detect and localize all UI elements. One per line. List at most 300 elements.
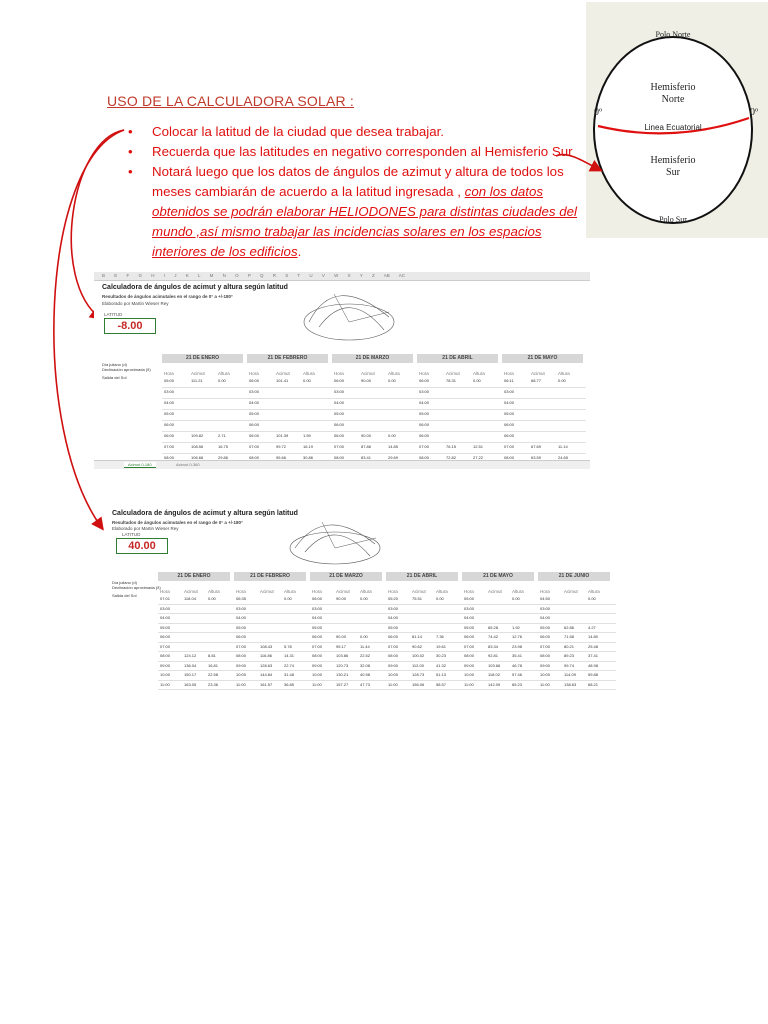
table-cell: 71.58 (564, 634, 575, 639)
table-cell: 09:00 (312, 662, 323, 668)
table-cell: 103.86 (336, 653, 349, 658)
table-cell: 29.86 (218, 455, 229, 460)
column-header: Acimut (564, 589, 578, 594)
table-cell: 10:00 (160, 672, 171, 677)
table-cell: 0.00 (218, 378, 226, 383)
table-cell: 03:00 (164, 389, 175, 394)
table-cell: 11:00 (464, 681, 474, 687)
table-cell: 7.36 (436, 634, 444, 639)
row-divider (162, 387, 586, 388)
table-cell: 06:00 (334, 433, 345, 438)
table-cell: 07:00 (464, 643, 475, 649)
sheet-subtitle: Resultados de ángulos acimutales en el rango de 0° a +/-180° (112, 520, 243, 525)
row-divider (162, 431, 586, 432)
table-cell: 40.98 (360, 672, 371, 677)
table-cell: 163.05 (184, 681, 197, 687)
table-cell: 05:00 (312, 624, 323, 630)
column-header: Acimut (184, 589, 198, 594)
table-cell: 04:00 (164, 400, 175, 405)
row-divider (162, 409, 586, 410)
table-cell: 118.02 (488, 672, 500, 677)
bullet-text: Recuerda que las latitudes en negativo corresponden al Hemisferio Sur (152, 144, 573, 159)
column-header-bar (94, 272, 590, 281)
column-header: Hora (464, 589, 474, 594)
table-cell: 65.23 (512, 681, 523, 687)
table-cell: 08:00 (160, 653, 171, 658)
table-cell: 06:00 (164, 422, 175, 427)
column-header: Hora (160, 589, 170, 594)
table-cell: 108.56 (191, 444, 204, 449)
table-cell: 05:00 (236, 624, 247, 630)
table-cell: 16.19 (303, 444, 314, 449)
table-cell: 08:00 (249, 455, 260, 460)
table-cell: 04:00 (236, 615, 247, 620)
table-cell: 62.86 (564, 624, 575, 630)
table-cell: 24.65 (558, 455, 569, 460)
table-cell: 0.00 (208, 596, 216, 601)
table-cell: 128.63 (260, 662, 273, 668)
table-cell: 04:00 (312, 615, 323, 620)
table-cell: 07:00 (540, 643, 551, 649)
table-cell: 4.27 (588, 624, 596, 630)
table-cell: 150.17 (184, 672, 197, 677)
table-cell: 118.04 (184, 596, 196, 601)
table-cell: 120.73 (336, 662, 349, 668)
table-cell: 06:00 (504, 422, 515, 427)
table-cell: 67.69 (531, 444, 542, 449)
data-table (158, 572, 616, 688)
column-header: Altura (284, 589, 296, 594)
column-header: Acimut (488, 589, 502, 594)
south-pole-label: Polo Sur (659, 215, 687, 224)
table-cell: 109.82 (191, 433, 204, 438)
row-divider (158, 632, 616, 633)
table-cell: 03:00 (160, 605, 171, 611)
table-cell: 06:11 (504, 378, 514, 383)
month-header: 21 DE MARZO (310, 572, 382, 581)
table-cell: 06:00 (164, 433, 175, 438)
table-cell: 31.48 (284, 672, 295, 677)
side-label: Salida del Sol (112, 593, 137, 598)
table-cell: 07:01 (160, 596, 171, 601)
table-cell: 05:00 (419, 411, 430, 416)
row-divider (162, 442, 586, 443)
page-heading: USO DE LA CALCULADORA SOLAR : (107, 93, 354, 109)
table-cell: 08:00 (504, 455, 515, 460)
table-cell: 07:00 (312, 643, 323, 649)
month-header: 21 DE ENERO (158, 572, 230, 581)
sheet-subtitle: Resultados de ángulos acimutales en el rango de 0° a +/-180° (102, 294, 233, 299)
equator-label: Linea Ecuatorial (644, 123, 702, 132)
table-cell: 06:00 (464, 634, 475, 639)
table-cell: 05:00 (249, 411, 260, 416)
table-cell: 10:00 (388, 672, 399, 677)
table-cell: 06:00 (312, 634, 323, 639)
table-cell: 04:00 (540, 615, 551, 620)
table-cell: 08:00 (419, 455, 430, 460)
table-cell: 03:00 (334, 389, 345, 394)
table-cell: 16.75 (218, 444, 229, 449)
table-cell: 05:00 (334, 411, 345, 416)
table-cell: 11.14 (558, 444, 568, 449)
table-cell: 08:00 (236, 653, 247, 658)
latitude-label: LATITUD (122, 532, 141, 537)
table-cell: 03:00 (312, 605, 323, 611)
table-cell: 05:00 (164, 411, 175, 416)
table-cell: 04:00 (160, 615, 171, 620)
row-divider (162, 398, 586, 399)
table-cell: 11:00 (540, 681, 550, 687)
column-header: Acimut (191, 371, 205, 376)
column-header: Hora (249, 371, 259, 376)
table-cell: 48.98 (588, 662, 599, 668)
table-cell: 06:00 (249, 433, 260, 438)
table-cell: 09:00 (388, 662, 399, 668)
row-divider (162, 453, 586, 454)
column-header: Hora (164, 371, 174, 376)
table-cell: 136.04 (184, 662, 197, 668)
north-hemisphere-label: Hemisferio (650, 82, 696, 93)
month-header: 21 DE MARZO (332, 354, 413, 363)
table-cell: 09:00 (540, 662, 551, 668)
table-cell: 75.51 (412, 596, 423, 601)
table-cell: 04:00 (464, 615, 475, 620)
table-cell: 78.31 (446, 378, 457, 383)
table-cell: 76.15 (446, 444, 457, 449)
column-header: Acimut (412, 589, 426, 594)
column-header: Altura (360, 589, 372, 594)
month-header: 21 DE JUNIO (538, 572, 610, 581)
table-cell: 2.71 (218, 433, 226, 438)
table-cell: 09:00 (464, 662, 475, 668)
column-header: Hora (504, 371, 514, 376)
side-labels (102, 362, 162, 380)
table-cell: 04:00 (504, 400, 515, 405)
sheet-tab[interactable]: Acimut 0-360 (176, 462, 200, 467)
spreadsheet-screenshot-2 (110, 508, 618, 690)
table-cell: 90.00 (336, 634, 347, 639)
table-cell: 11.44 (360, 643, 370, 649)
table-cell: 23.36 (208, 681, 219, 687)
table-cell: 08:00 (334, 455, 345, 460)
table-cell: 30.23 (436, 653, 447, 658)
table-cell: 09:00 (160, 662, 171, 668)
table-cell: 128.73 (412, 672, 425, 677)
table-cell: 46.78 (512, 662, 523, 668)
table-cell: 29.69 (388, 455, 399, 460)
south-hemisphere-label-2: Sur (666, 167, 680, 178)
month-header: 21 DE ABRIL (417, 354, 498, 363)
column-header: Acimut (361, 371, 375, 376)
column-header: Hora (419, 371, 429, 376)
table-cell: 06:00 (249, 378, 260, 383)
table-cell: 04:00 (334, 400, 345, 405)
table-cell: 0.00 (388, 433, 396, 438)
sheet-author: Elaborado por Martin Wieser Rey (102, 301, 169, 306)
bullet-dot-icon: • (128, 144, 133, 159)
latitude-input[interactable]: 40.00 (116, 538, 168, 554)
table-cell: 22.74 (284, 662, 295, 668)
sun-path-diagram-icon (294, 282, 404, 352)
side-label: Declinación aproximada (δ) (102, 367, 151, 372)
column-header: Hora (334, 371, 344, 376)
table-cell: 03:00 (540, 605, 551, 611)
row-divider (158, 689, 616, 690)
column-header: Hora (236, 589, 246, 594)
column-header: Altura (588, 589, 600, 594)
table-cell: 06:35 (236, 596, 247, 601)
table-cell: 12.76 (512, 634, 523, 639)
row-divider (158, 623, 616, 624)
side-label: Salida del Sol (102, 375, 127, 380)
table-cell: 07:00 (419, 444, 430, 449)
month-header: 21 DE MAYO (502, 354, 583, 363)
table-cell: 08:00 (164, 455, 175, 460)
row-divider (158, 651, 616, 652)
table-cell: 138.63 (564, 681, 577, 687)
table-cell: 83.41 (361, 455, 372, 460)
table-cell: 90.00 (361, 433, 372, 438)
table-cell: 03:00 (504, 389, 515, 394)
latitude-label: LATITUD (104, 312, 123, 317)
table-cell: 08:00 (388, 653, 399, 658)
column-header: Acimut (260, 589, 274, 594)
table-cell: 19.61 (436, 643, 447, 649)
table-cell: 89.23 (564, 653, 575, 658)
table-cell: 0.00 (512, 596, 520, 601)
table-cell: 1.92 (512, 624, 520, 630)
table-cell: 14.85 (388, 444, 399, 449)
table-cell: 07:00 (160, 643, 171, 649)
table-cell: 142.09 (488, 681, 501, 687)
table-cell: 51.13 (436, 672, 447, 677)
column-header: Acimut (276, 371, 290, 376)
table-cell: 05:20 (388, 596, 399, 601)
table-cell: 90.62 (412, 643, 423, 649)
table-cell: 05:00 (464, 624, 475, 630)
column-header: Acimut (531, 371, 545, 376)
table-cell: 08:00 (464, 653, 475, 658)
table-cell: 68.21 (588, 681, 599, 687)
table-cell: 81.14 (412, 634, 423, 639)
bullet-dot-icon: • (128, 124, 133, 139)
table-cell: 22.52 (360, 653, 371, 658)
column-header: Altura (473, 371, 485, 376)
table-cell: 32.08 (360, 662, 371, 668)
table-cell: 05:00 (464, 596, 475, 601)
table-cell: 37.41 (588, 653, 599, 658)
table-cell: 74.42 (488, 634, 499, 639)
table-cell: 112.00 (412, 662, 424, 668)
table-cell: 07:00 (504, 444, 515, 449)
table-cell: 07:00 (164, 444, 175, 449)
month-header: 21 DE ENERO (162, 354, 243, 363)
table-cell: 72.82 (446, 455, 457, 460)
table-cell: 16.81 (208, 662, 219, 668)
table-cell: 04:00 (249, 400, 260, 405)
table-cell: 161.57 (260, 681, 273, 687)
table-cell: 12.51 (473, 444, 484, 449)
data-table (162, 354, 586, 458)
table-cell: 68.77 (531, 378, 542, 383)
table-cell: 0.00 (558, 378, 566, 383)
table-cell: 03:00 (249, 389, 260, 394)
column-header: Altura (436, 589, 448, 594)
column-header: Altura (303, 371, 315, 376)
table-cell: 05:00 (388, 624, 399, 630)
column-header: Altura (512, 589, 524, 594)
zero-degree-left: 0º (593, 107, 603, 118)
north-hemisphere-label-2: Norte (661, 94, 685, 105)
table-cell: 95.66 (276, 455, 287, 460)
sheet-tab-active[interactable]: Acimut 0-180 (124, 462, 156, 468)
table-cell: 100.02 (412, 653, 425, 658)
side-label: Día juliano (d) (102, 362, 127, 367)
table-cell: 156.06 (412, 681, 425, 687)
table-cell: 06:00 (312, 596, 323, 601)
table-cell: 0.00 (360, 634, 368, 639)
table-cell: 05:00 (164, 378, 175, 383)
table-cell: 05:00 (540, 624, 551, 630)
table-cell: 0.00 (588, 596, 596, 601)
table-cell: 10:00 (312, 672, 323, 677)
table-cell: 92.81 (488, 653, 499, 658)
table-cell: 09:00 (236, 662, 247, 668)
table-cell: 114.09 (564, 672, 576, 677)
sheet-tab-bar (94, 460, 590, 469)
month-header: 21 DE FEBRERO (234, 572, 306, 581)
table-cell: 06:00 (160, 634, 171, 639)
table-cell: 14.80 (588, 634, 599, 639)
column-header: Acimut (336, 589, 350, 594)
table-cell: 08:00 (312, 653, 323, 658)
table-cell: 25.48 (588, 643, 599, 649)
table-cell: 111.21 (191, 378, 203, 383)
table-cell: 03:00 (236, 605, 247, 611)
table-cell: 0.00 (436, 596, 444, 601)
table-cell: 11:00 (160, 681, 170, 687)
table-cell: 08:00 (540, 653, 551, 658)
column-header: Altura (388, 371, 400, 376)
table-cell: 124.12 (184, 653, 197, 658)
table-cell: 03:00 (464, 605, 475, 611)
table-cell: 47.73 (360, 681, 371, 687)
table-cell: 07:00 (249, 444, 260, 449)
column-header: Altura (208, 589, 220, 594)
table-cell: 144.84 (260, 672, 273, 677)
table-cell: 10:00 (540, 672, 551, 677)
month-header: 21 DE FEBRERO (247, 354, 328, 363)
table-cell: 95.17 (336, 643, 347, 649)
table-cell: 05:00 (160, 624, 171, 630)
row-divider (158, 680, 616, 681)
table-cell: 0.00 (303, 378, 311, 383)
table-cell: 06:00 (419, 433, 430, 438)
table-cell: 04:50 (540, 596, 551, 601)
table-cell: 101.39 (276, 433, 289, 438)
table-cell: 35.41 (512, 653, 523, 658)
row-divider (158, 642, 616, 643)
table-cell: 07:00 (388, 643, 399, 649)
table-cell: 06:00 (249, 422, 260, 427)
table-cell: 0.00 (284, 596, 292, 601)
column-letters: B E F G H I J K L M N O P Q R S T U V W X Y Z AB AC (102, 273, 405, 278)
bullet-dot-icon: • (128, 164, 133, 179)
table-cell: 06:00 (419, 422, 430, 427)
table-cell: 80.21 (564, 643, 575, 649)
north-pole-label: Polo Norte (655, 30, 691, 39)
month-header: 21 DE ABRIL (386, 572, 458, 581)
table-cell: 1.59 (303, 433, 311, 438)
table-cell: 10:00 (464, 672, 475, 677)
sheet-title: Calculadora de ángulos de acimut y altura según latitud (102, 284, 288, 291)
column-header: Hora (540, 589, 550, 594)
column-header: Altura (218, 371, 230, 376)
table-cell: 07:00 (334, 444, 345, 449)
column-header: Altura (558, 371, 570, 376)
table-cell: 65.28 (488, 624, 499, 630)
row-divider (158, 670, 616, 671)
bullet-text: Notará luego que los datos de ángulos de azimut y altura de todos los meses cambiarán de acuerdo a la latitud ingresada , (152, 164, 564, 199)
sheet-author: Elaborado por Martin Wieser Rey (112, 526, 179, 531)
table-cell: 06:00 (504, 433, 515, 438)
table-cell: 06:00 (236, 634, 247, 639)
table-cell: 05:00 (504, 411, 515, 416)
latitude-input[interactable]: -8.00 (104, 318, 156, 334)
table-cell: 57.46 (512, 672, 523, 677)
table-cell: 99.72 (276, 444, 287, 449)
column-header: Hora (312, 589, 322, 594)
bullet-italic-text: con los datos obtenidos se podrán elaborar HELIODONES para distintas ciudades del mundo ,así mismo trabajar las incidencias solares en los espacios interiores de los edificios (152, 184, 578, 259)
table-cell: 06:00 (540, 634, 551, 639)
table-cell: 0.00 (360, 596, 368, 601)
table-cell: 03:00 (419, 389, 430, 394)
table-cell: 23.98 (512, 643, 523, 649)
table-cell: 103.66 (488, 662, 501, 668)
table-cell: 41.32 (436, 662, 447, 668)
table-cell: 10:00 (236, 672, 247, 677)
column-header: Hora (388, 589, 398, 594)
table-cell: 0.00 (388, 378, 396, 383)
table-cell: 90.00 (361, 378, 372, 383)
month-header: 21 DE MAYO (462, 572, 534, 581)
table-cell: 108.43 (260, 643, 273, 649)
table-cell: 30.86 (303, 455, 314, 460)
table-cell: 8.81 (208, 653, 216, 658)
row-divider (162, 420, 586, 421)
row-divider (158, 604, 616, 605)
table-cell: 27.22 (473, 455, 484, 460)
south-hemisphere-label: Hemisferio (650, 155, 696, 166)
table-cell: 11:00 (236, 681, 246, 687)
table-cell: 87.86 (361, 444, 372, 449)
table-cell: 22.58 (208, 672, 219, 677)
table-cell: 116.86 (260, 653, 272, 658)
table-cell: 5.78 (284, 643, 292, 649)
table-cell: 06:00 (334, 422, 345, 427)
table-cell: 14.31 (284, 653, 295, 658)
table-cell: 99.74 (564, 662, 575, 668)
table-cell: 07:00 (236, 643, 247, 649)
table-cell: 06:00 (388, 634, 399, 639)
column-header: Acimut (446, 371, 460, 376)
table-cell: 157.27 (336, 681, 349, 687)
table-cell: 06:00 (334, 378, 345, 383)
zero-degree-right: 0º (749, 107, 759, 118)
table-cell: 58.57 (436, 681, 447, 687)
bullet-text: Colocar la latitud de la ciudad que desea trabajar. (152, 124, 444, 139)
table-cell: 04:00 (419, 400, 430, 405)
